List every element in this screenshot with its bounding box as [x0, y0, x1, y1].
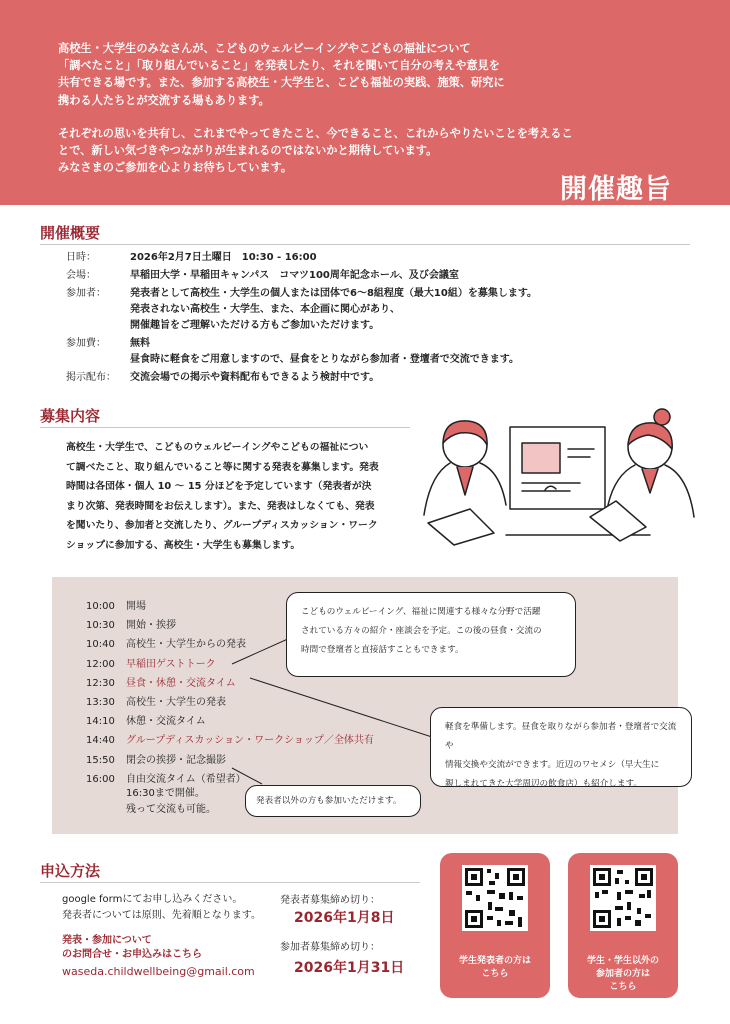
- schedule-time: 12:00: [86, 658, 115, 670]
- purpose-title: 開催趣旨: [560, 174, 672, 205]
- schedule-event: 休憩・交流タイム: [126, 716, 206, 728]
- schedule-event: 閉会の挨拶・記念撮影: [126, 754, 226, 766]
- qr-card-presenters[interactable]: [440, 853, 550, 998]
- info-label: 参加費：: [66, 338, 106, 349]
- schedule-time: 14:40: [86, 735, 115, 747]
- qr-code-icon: [462, 865, 528, 931]
- recruit-text: 高校生・大学生で、こどものウェルビーイングやこどもの福祉につい て調べたこと、取り組んでいること等に関する発表を募集します。発表 時間は各団体・個人 10 ～ 15 分ほどを予定しています（発表者が決 まり次第、発表時間をお伝えします）。また、発表はしなくても、発表 を聞いたり、参加者と交流したり、グループディスカッション・ワーク ショップに参加する、高校生・大学生も募集します。: [66, 442, 379, 551]
- schedule-time: 10:00: [86, 601, 115, 612]
- presenter-deadline-label: 発表者募集締め切り：: [280, 895, 380, 906]
- qr-code-icon: [590, 865, 656, 931]
- info-label: 参加者：: [66, 288, 106, 299]
- schedule-event: 自由交流タイム（希望者）: [126, 773, 246, 785]
- contact-label: 発表・参加について のお問合せ・お申込みはこちら: [62, 935, 202, 960]
- apply-instructions: [62, 892, 261, 980]
- qr-label: 学生・学生以外の 参加者の方は こちら: [586, 956, 659, 992]
- apply-line-1: google formにてお申し込みください。: [62, 894, 243, 905]
- schedule-event: 昼食・休憩・交流タイム: [126, 677, 236, 689]
- presenter-deadline: 2026年1月8日: [294, 910, 395, 926]
- schedule-event: 開場: [126, 601, 146, 612]
- info-value: 無料 昼食時に軽食をご用意しますので、昼食をとりながら参加者・登壇者で交流できます。: [130, 338, 519, 365]
- schedule-event: 高校生・大学生からの発表: [126, 639, 246, 651]
- intro-paragraph-2: それぞれの思いを共有し、これまでやってきたこと、今できること、これからやりたいことを考えるこ とで、新しい気づきやつながりが生まれるのではないかと期待しています。 みなさまのご参加を心よりお待ちしています。: [58, 126, 573, 175]
- schedule-time: 12:30: [86, 677, 115, 689]
- apply-divider: [40, 882, 420, 883]
- info-label: 掲示配布：: [66, 372, 116, 383]
- info-label: 会場：: [66, 270, 96, 281]
- info-value: 早稲田大学・早稲田キャンパス コマツ100周年記念ホール、及び会議室: [130, 270, 459, 281]
- participant-deadline-label: 参加者募集締め切り：: [280, 942, 380, 953]
- apply-line-2: 発表者については原則、先着順となります。: [62, 910, 261, 921]
- schedule-event: 開始・挨拶: [126, 620, 176, 632]
- info-value: 発表者として高校生・大学生の個人または団体で6～8組程度（最大10組）を募集します。 発表されない高校生・大学生、また、本企画に関心があり、 開催趣旨をご理解いただける方もご参加いただけます。: [130, 288, 538, 331]
- schedule-time: 10:40: [86, 639, 115, 651]
- participant-deadline: 2026年1月31日: [294, 960, 405, 976]
- free-time-callout: 発表者以外の方も参加いただけます。: [245, 785, 421, 817]
- schedule-time: 10:30: [86, 620, 115, 632]
- schedule-time: 16:00: [86, 773, 115, 785]
- schedule-extra-note: 16:30まで開催。 残って交流も可能。: [126, 788, 216, 815]
- schedule-event: 早稲田ゲストトーク: [126, 658, 216, 670]
- qr-card-participants[interactable]: [568, 853, 678, 998]
- info-value: 交流会場での掲示や資料配布もできるよう検討中です。: [130, 372, 380, 383]
- apply-title: 申込方法: [40, 862, 101, 880]
- info-label: 日時：: [66, 252, 96, 263]
- schedule-time: 14:10: [86, 716, 115, 728]
- schedule-time: 15:50: [86, 754, 115, 766]
- contact-email-link[interactable]: waseda.childwellbeing@gmail.com: [62, 965, 255, 978]
- recruit-title: 募集内容: [40, 407, 101, 425]
- guest-talk-callout: こどものウェルビーイング、福祉に関連する様々な分野で活躍 されている方々の紹介・座談会を予定。この後の昼食・交流の 時間で登壇者と直接話すこともできます。: [286, 592, 576, 677]
- info-value: 2026年2月7日土曜日 10:30 - 16:00: [130, 252, 317, 263]
- schedule-event: グループディスカッション・ワークショップ／全体共有: [126, 735, 374, 747]
- schedule-event: 高校生・大学生の発表: [126, 697, 226, 709]
- qr-label: 学生発表者の方は こちら: [458, 956, 531, 979]
- intro-paragraph-1: 高校生・大学生のみなさんが、こどものウェルビーイングやこどもの福祉について 「調べたこと」「取り組んでいること」を発表したり、それを聞いて自分の考えや意見を 共有できる場です。また、参加する高校生・大学生と、こども福祉の実践、施策、研究に 携わる人たちとが交流する場もあります。: [58, 42, 505, 107]
- overview-title: 開催概要: [40, 224, 101, 242]
- lunch-callout: 軽食を準備します。昼食を取りながら参加者・登壇者で交流や 情報交換や交流ができます。近辺のワセメシ（早大生に 親しまれてきた大学周辺の飲食店）も紹介します。: [430, 707, 692, 787]
- schedule-time: 13:30: [86, 697, 115, 709]
